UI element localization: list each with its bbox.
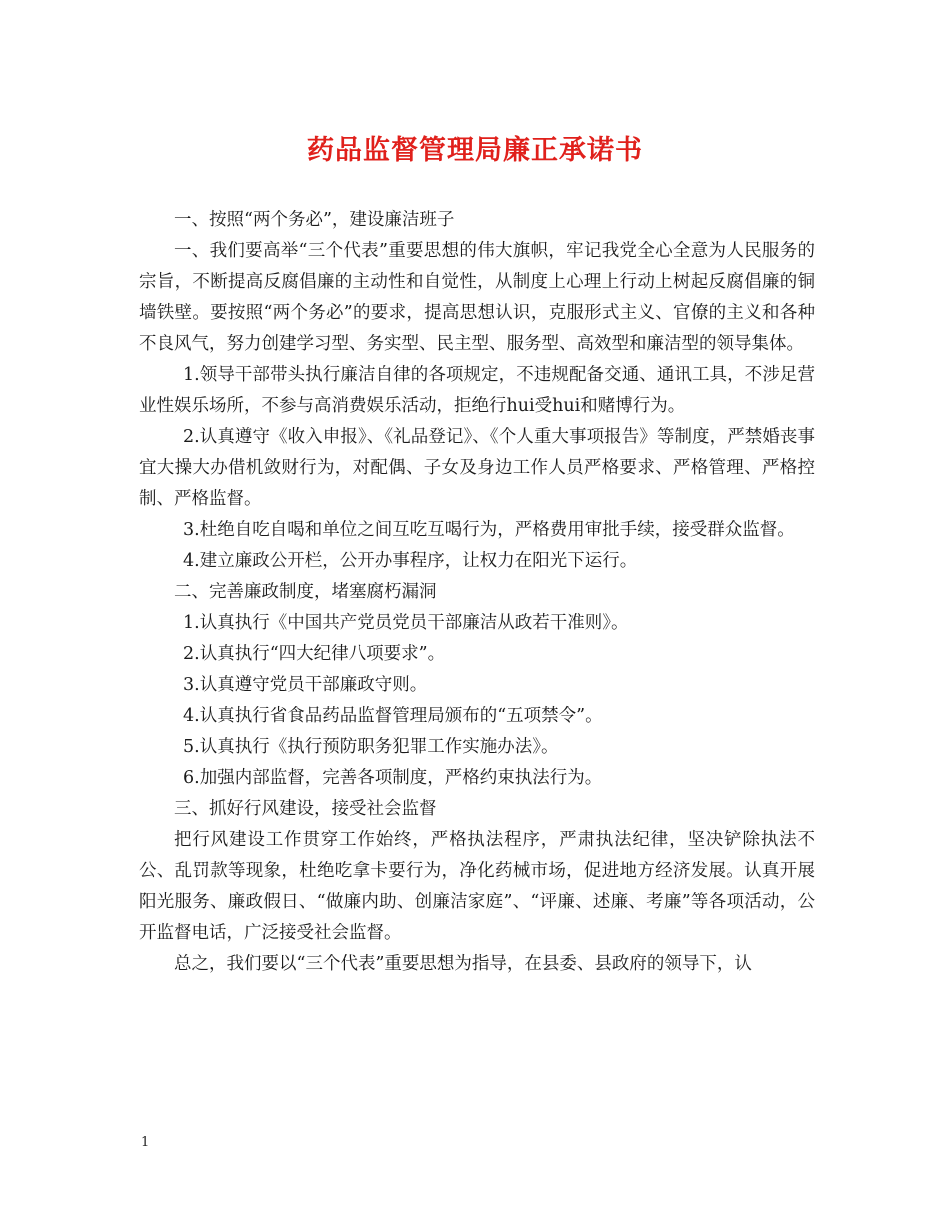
- list-item: 2.认真执行“四大纪律八项要求”。: [183, 644, 446, 664]
- list-item: 4.认真执行省食品药品监督管理局颁布的“五项禁令”。: [183, 706, 603, 726]
- list-item: 1.认真执行《中国共产党员党员干部廉洁从政若干准则》。: [183, 613, 629, 633]
- page-number: 1: [141, 1135, 150, 1150]
- paragraph: 总之，我们要以“三个代表”重要思想为指导，在县委、县政府的领导下，认: [174, 954, 752, 974]
- document-body: [139, 205, 815, 980]
- section-heading-2: 二、完善廉政制度，堵塞腐朽漏洞: [174, 582, 437, 602]
- document-title: 药品监督管理局廉正承诺书: [307, 135, 643, 166]
- section-heading-3: 三、抓好行风建设，接受社会监督: [174, 799, 437, 819]
- list-item: 1.领导干部带头执行廉洁自律的各项规定，不违规配备交通、通讯工具，不涉足营业性娱乐场所，不参与高消费娱乐活动，拒绝行hui受hui和赌博行为。: [139, 365, 815, 416]
- list-item: 2.认真遵守《收入申报》、《礼品登记》、《个人重大事项报告》等制度，严禁婚丧事宜大操大办借机敛财行为，对配偶、子女及身边工作人员严格要求、严格管理、严格控制、严格监督。: [139, 427, 815, 509]
- list-item: 3.杜绝自吃自喝和单位之间互吃互喝行为，严格费用审批手续，接受群众监督。: [183, 520, 795, 540]
- paragraph: 一、我们要高举“三个代表”重要思想的伟大旗帜，牢记我党全心全意为人民服务的宗旨，不断提高反腐倡廉的主动性和自觉性，从制度上心理上行动上树起反腐倡廉的铜墙铁壁。要按照“两个务必”的要求，提高思想认识，克服形式主义、官僚的主义和各种不良风气，努力创建学习型、务实型、民主型、服务型、高效型和廉洁型的领导集体。: [139, 241, 815, 354]
- list-item: 4.建立廉政公开栏，公开办事程序，让权力在阳光下运行。: [183, 551, 638, 571]
- list-item: 3.认真遵守党员干部廉政守则。: [183, 675, 428, 695]
- paragraph: 把行风建设工作贯穿工作始终，严格执法程序，严肃执法纪律，坚决铲除执法不公、乱罚款等现象，杜绝吃拿卡要行为，净化药械市场，促进地方经济发展。认真开展阳光服务、廉政假日、“做廉内助、创廉洁家庭”、“评廉、述廉、考廉”等各项活动，公开监督电话，广泛接受社会监督。: [139, 830, 815, 943]
- list-item: 6.加强内部监督，完善各项制度，严格约束执法行为。: [183, 768, 603, 788]
- section-heading-1: 一、按照“两个务必”，建设廉洁班子: [174, 210, 455, 230]
- list-item: 5.认真执行《执行预防职务犯罪工作实施办法》。: [183, 737, 559, 757]
